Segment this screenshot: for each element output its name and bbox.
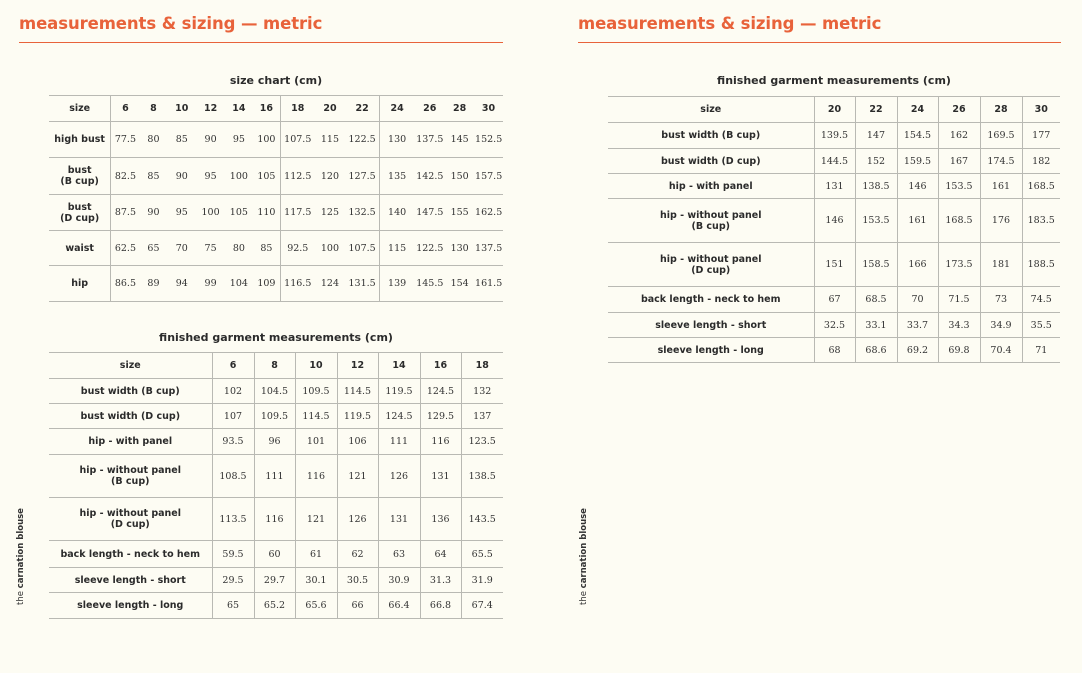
cell-value: 114.5 bbox=[337, 379, 378, 404]
header-size-label: size bbox=[49, 353, 212, 379]
row-label-line: waist bbox=[65, 242, 94, 254]
cell-value: 138.5 bbox=[855, 174, 897, 199]
row-label-line: hip - without panel bbox=[659, 209, 762, 221]
cell-value: 90 bbox=[196, 122, 225, 158]
size-header: 30 bbox=[1022, 97, 1060, 123]
table-row bbox=[49, 404, 503, 429]
row-label bbox=[608, 338, 814, 363]
cell-value: 173.5 bbox=[938, 243, 980, 287]
table-row bbox=[49, 568, 503, 593]
cell-value: 67 bbox=[814, 287, 855, 313]
row-label-line: bust width (B cup) bbox=[661, 130, 761, 141]
cell-value: 116 bbox=[254, 498, 295, 541]
cell-value: 106 bbox=[337, 429, 378, 455]
size-header: 22 bbox=[855, 97, 897, 123]
cell-value: 95 bbox=[225, 122, 253, 158]
size-header: 12 bbox=[196, 96, 225, 122]
cell-value: 107 bbox=[212, 404, 254, 429]
row-label bbox=[608, 174, 814, 199]
cell-value: 131.5 bbox=[345, 266, 379, 302]
row-label-line: sleeve length - long bbox=[77, 600, 184, 611]
cell-value: 65 bbox=[212, 593, 254, 619]
heading-rule bbox=[19, 42, 503, 43]
cell-value: 93.5 bbox=[212, 429, 254, 455]
cell-value: 100 bbox=[253, 122, 281, 158]
finished-title-right: finished garment measurements (cm) bbox=[717, 74, 951, 87]
cell-value: 150 bbox=[445, 158, 474, 195]
cell-value: 89 bbox=[140, 266, 168, 302]
header-size-label: size bbox=[49, 96, 111, 122]
table-row bbox=[608, 338, 1060, 363]
cell-value: 176 bbox=[980, 199, 1022, 243]
row-label-line: hip - without panel bbox=[79, 508, 182, 519]
cell-value: 66.4 bbox=[378, 593, 420, 619]
size-header: 30 bbox=[474, 96, 503, 122]
size-header: 18 bbox=[281, 96, 315, 122]
cell-value: 162 bbox=[938, 123, 980, 149]
cell-value: 31.9 bbox=[461, 568, 503, 593]
size-header: 26 bbox=[414, 96, 445, 122]
cell-value: 35.5 bbox=[1022, 313, 1060, 338]
cell-value: 59.5 bbox=[212, 541, 254, 568]
cell-value: 139.5 bbox=[814, 123, 855, 149]
row-label-line: (B cup) bbox=[111, 476, 150, 487]
cell-value: 67.4 bbox=[461, 593, 503, 619]
size-header: 8 bbox=[140, 96, 168, 122]
size-header: 22 bbox=[345, 96, 379, 122]
cell-value: 122.5 bbox=[345, 122, 379, 158]
table-row bbox=[608, 199, 1060, 243]
size-header: 24 bbox=[379, 96, 414, 122]
cell-value: 113.5 bbox=[212, 498, 254, 541]
size-header: 8 bbox=[254, 353, 295, 379]
cell-value: 137.5 bbox=[414, 122, 445, 158]
side-title-bold: carnation blouse bbox=[16, 508, 26, 589]
row-label-line: bust width (D cup) bbox=[80, 410, 181, 422]
table-row bbox=[49, 158, 503, 195]
cell-value: 123.5 bbox=[461, 429, 503, 455]
cell-value: 121 bbox=[337, 455, 378, 498]
row-label-line: sleeve length - long bbox=[657, 344, 764, 356]
right-page bbox=[541, 0, 1082, 673]
row-label-line: back length - neck to hem bbox=[60, 548, 201, 560]
row-label bbox=[49, 429, 212, 455]
cell-value: 169.5 bbox=[980, 123, 1022, 149]
cell-value: 129.5 bbox=[420, 404, 461, 429]
table-row bbox=[608, 243, 1060, 287]
row-label-line: sleeve length - short bbox=[74, 574, 186, 586]
cell-value: 102 bbox=[212, 379, 254, 404]
table-row bbox=[49, 266, 503, 302]
cell-value: 111 bbox=[378, 429, 420, 455]
row-label bbox=[608, 149, 814, 174]
table-row bbox=[49, 195, 503, 231]
cell-value: 31.3 bbox=[420, 568, 461, 593]
cell-value: 101 bbox=[295, 429, 337, 455]
cell-value: 127.5 bbox=[345, 158, 379, 195]
table-row bbox=[608, 149, 1060, 174]
cell-value: 139 bbox=[379, 266, 414, 302]
cell-value: 29.5 bbox=[212, 568, 254, 593]
size-header: 6 bbox=[212, 353, 254, 379]
cell-value: 65.6 bbox=[295, 593, 337, 619]
size-header: 16 bbox=[253, 96, 281, 122]
cell-value: 151 bbox=[814, 243, 855, 287]
cell-value: 71.5 bbox=[938, 287, 980, 313]
cell-value: 144.5 bbox=[814, 149, 855, 174]
cell-value: 77.5 bbox=[111, 122, 140, 158]
cell-value: 166 bbox=[897, 243, 938, 287]
cell-value: 154.5 bbox=[897, 123, 938, 149]
cell-value: 140 bbox=[379, 195, 414, 231]
cell-value: 182 bbox=[1022, 149, 1060, 174]
cell-value: 116 bbox=[295, 455, 337, 498]
cell-value: 34.9 bbox=[980, 313, 1022, 338]
size-chart-title: size chart (cm) bbox=[229, 74, 323, 87]
cell-value: 130 bbox=[445, 231, 474, 266]
cell-value: 142.5 bbox=[414, 158, 445, 195]
cell-value: 71 bbox=[1022, 338, 1060, 363]
cell-value: 68.5 bbox=[855, 287, 897, 313]
cell-value: 124.5 bbox=[378, 404, 420, 429]
row-label-line: sleeve length - short bbox=[655, 319, 767, 331]
page-heading: measurements & sizing — metric bbox=[578, 14, 882, 33]
cell-value: 131 bbox=[378, 498, 420, 541]
cell-value: 143.5 bbox=[461, 498, 503, 541]
row-label-line: (D cup) bbox=[60, 212, 100, 224]
side-title bbox=[16, 508, 26, 605]
table-row bbox=[49, 593, 503, 619]
cell-value: 137 bbox=[461, 404, 503, 429]
cell-value: 115 bbox=[315, 122, 346, 158]
cell-value: 66.8 bbox=[420, 593, 461, 619]
cell-value: 107.5 bbox=[345, 231, 379, 266]
cell-value: 99 bbox=[196, 266, 225, 302]
row-label-line: high bust bbox=[54, 134, 105, 145]
cell-value: 188.5 bbox=[1022, 243, 1060, 287]
table-row bbox=[49, 429, 503, 455]
table-row bbox=[49, 541, 503, 568]
cell-value: 120 bbox=[315, 158, 346, 195]
table-row bbox=[608, 313, 1060, 338]
row-label-line: bust bbox=[67, 201, 92, 213]
size-header: 24 bbox=[897, 97, 938, 123]
table-row bbox=[49, 498, 503, 541]
side-title bbox=[579, 508, 589, 605]
size-header: 10 bbox=[295, 353, 337, 379]
row-label bbox=[49, 379, 212, 404]
cell-value: 61 bbox=[295, 541, 337, 568]
cell-value: 124 bbox=[315, 266, 346, 302]
cell-value: 109 bbox=[253, 266, 281, 302]
row-label bbox=[49, 568, 212, 593]
cell-value: 159.5 bbox=[897, 149, 938, 174]
cell-value: 111 bbox=[254, 455, 295, 498]
cell-value: 30.9 bbox=[378, 568, 420, 593]
cell-value: 68 bbox=[814, 338, 855, 363]
cell-value: 115 bbox=[379, 231, 414, 266]
row-label bbox=[49, 593, 212, 619]
row-label bbox=[49, 231, 111, 266]
cell-value: 64 bbox=[420, 541, 461, 568]
cell-value: 161 bbox=[897, 199, 938, 243]
cell-value: 108.5 bbox=[212, 455, 254, 498]
cell-value: 92.5 bbox=[281, 231, 315, 266]
cell-value: 65 bbox=[140, 231, 168, 266]
cell-value: 161 bbox=[980, 174, 1022, 199]
cell-value: 85 bbox=[167, 122, 196, 158]
cell-value: 131 bbox=[420, 455, 461, 498]
row-label bbox=[49, 266, 111, 302]
row-label bbox=[608, 313, 814, 338]
page-heading: measurements & sizing — metric bbox=[19, 14, 323, 33]
size-header: 26 bbox=[938, 97, 980, 123]
cell-value: 161.5 bbox=[474, 266, 503, 302]
cell-value: 69.2 bbox=[897, 338, 938, 363]
cell-value: 29.7 bbox=[254, 568, 295, 593]
cell-value: 130 bbox=[379, 122, 414, 158]
cell-value: 168.5 bbox=[1022, 174, 1060, 199]
cell-value: 95 bbox=[196, 158, 225, 195]
row-label bbox=[608, 199, 814, 243]
cell-value: 62 bbox=[337, 541, 378, 568]
row-label bbox=[49, 158, 111, 195]
cell-value: 136 bbox=[420, 498, 461, 541]
cell-value: 116 bbox=[420, 429, 461, 455]
heading-rule bbox=[578, 42, 1061, 43]
cell-value: 174.5 bbox=[980, 149, 1022, 174]
cell-value: 69.8 bbox=[938, 338, 980, 363]
cell-value: 33.1 bbox=[855, 313, 897, 338]
cell-value: 125 bbox=[315, 195, 346, 231]
cell-value: 70.4 bbox=[980, 338, 1022, 363]
cell-value: 34.3 bbox=[938, 313, 980, 338]
size-chart-table bbox=[49, 95, 503, 302]
row-label bbox=[49, 122, 111, 158]
cell-value: 137.5 bbox=[474, 231, 503, 266]
cell-value: 114.5 bbox=[295, 404, 337, 429]
cell-value: 86.5 bbox=[111, 266, 140, 302]
size-header: 20 bbox=[315, 96, 346, 122]
table-row bbox=[608, 287, 1060, 313]
cell-value: 85 bbox=[140, 158, 168, 195]
cell-value: 109.5 bbox=[295, 379, 337, 404]
cell-value: 90 bbox=[167, 158, 196, 195]
cell-value: 75 bbox=[196, 231, 225, 266]
cell-value: 135 bbox=[379, 158, 414, 195]
size-header: 12 bbox=[337, 353, 378, 379]
cell-value: 109.5 bbox=[254, 404, 295, 429]
cell-value: 100 bbox=[315, 231, 346, 266]
cell-value: 33.7 bbox=[897, 313, 938, 338]
table-row bbox=[608, 123, 1060, 149]
table-row bbox=[49, 231, 503, 266]
size-header: 14 bbox=[225, 96, 253, 122]
cell-value: 32.5 bbox=[814, 313, 855, 338]
row-label bbox=[49, 541, 212, 568]
cell-value: 122.5 bbox=[414, 231, 445, 266]
cell-value: 167 bbox=[938, 149, 980, 174]
cell-value: 70 bbox=[167, 231, 196, 266]
size-header: 28 bbox=[445, 96, 474, 122]
row-label-line: (D cup) bbox=[691, 264, 731, 276]
cell-value: 145.5 bbox=[414, 266, 445, 302]
cell-value: 112.5 bbox=[281, 158, 315, 195]
cell-value: 87.5 bbox=[111, 195, 140, 231]
cell-value: 110 bbox=[253, 195, 281, 231]
size-header: 16 bbox=[420, 353, 461, 379]
row-label bbox=[49, 455, 212, 498]
size-header: 20 bbox=[814, 97, 855, 123]
cell-value: 62.5 bbox=[111, 231, 140, 266]
cell-value: 107.5 bbox=[281, 122, 315, 158]
finished-table-right bbox=[608, 96, 1060, 363]
cell-value: 138.5 bbox=[461, 455, 503, 498]
size-header: 14 bbox=[378, 353, 420, 379]
cell-value: 168.5 bbox=[938, 199, 980, 243]
row-label bbox=[608, 243, 814, 287]
cell-value: 153.5 bbox=[855, 199, 897, 243]
cell-value: 146 bbox=[814, 199, 855, 243]
finished-table-left bbox=[49, 352, 503, 619]
cell-value: 121 bbox=[295, 498, 337, 541]
cell-value: 119.5 bbox=[337, 404, 378, 429]
row-label-line: hip - without panel bbox=[659, 253, 762, 265]
cell-value: 117.5 bbox=[281, 195, 315, 231]
cell-value: 105 bbox=[225, 195, 253, 231]
cell-value: 104.5 bbox=[254, 379, 295, 404]
cell-value: 153.5 bbox=[938, 174, 980, 199]
cell-value: 155 bbox=[445, 195, 474, 231]
row-label-line: bust width (D cup) bbox=[660, 155, 761, 167]
size-header: 18 bbox=[461, 353, 503, 379]
row-label-line: (B cup) bbox=[691, 220, 730, 232]
table-row bbox=[49, 122, 503, 158]
row-label-line: hip - with panel bbox=[88, 436, 173, 447]
cell-value: 74.5 bbox=[1022, 287, 1060, 313]
cell-value: 85 bbox=[253, 231, 281, 266]
cell-value: 126 bbox=[378, 455, 420, 498]
cell-value: 96 bbox=[254, 429, 295, 455]
row-label-line: back length - neck to hem bbox=[640, 294, 781, 305]
row-label bbox=[608, 287, 814, 313]
cell-value: 181 bbox=[980, 243, 1022, 287]
finished-title-left: finished garment measurements (cm) bbox=[159, 331, 393, 344]
cell-value: 147.5 bbox=[414, 195, 445, 231]
table-row bbox=[608, 174, 1060, 199]
cell-value: 100 bbox=[196, 195, 225, 231]
table-row bbox=[49, 379, 503, 404]
cell-value: 124.5 bbox=[420, 379, 461, 404]
cell-value: 63 bbox=[378, 541, 420, 568]
cell-value: 73 bbox=[980, 287, 1022, 313]
cell-value: 65.5 bbox=[461, 541, 503, 568]
row-label bbox=[49, 195, 111, 231]
cell-value: 66 bbox=[337, 593, 378, 619]
cell-value: 116.5 bbox=[281, 266, 315, 302]
cell-value: 146 bbox=[897, 174, 938, 199]
cell-value: 147 bbox=[855, 123, 897, 149]
cell-value: 157.5 bbox=[474, 158, 503, 195]
cell-value: 154 bbox=[445, 266, 474, 302]
cell-value: 30.1 bbox=[295, 568, 337, 593]
row-label bbox=[608, 123, 814, 149]
row-label-line: hip - without panel bbox=[79, 465, 182, 476]
cell-value: 145 bbox=[445, 122, 474, 158]
size-header: 6 bbox=[111, 96, 140, 122]
cell-value: 65.2 bbox=[254, 593, 295, 619]
cell-value: 132 bbox=[461, 379, 503, 404]
row-label-line: bust width (B cup) bbox=[80, 385, 180, 397]
side-title-pre: the bbox=[16, 591, 26, 605]
cell-value: 131 bbox=[814, 174, 855, 199]
row-label-line: (B cup) bbox=[60, 176, 99, 187]
cell-value: 90 bbox=[140, 195, 168, 231]
cell-value: 119.5 bbox=[378, 379, 420, 404]
cell-value: 95 bbox=[167, 195, 196, 231]
cell-value: 152 bbox=[855, 149, 897, 174]
cell-value: 100 bbox=[225, 158, 253, 195]
cell-value: 80 bbox=[140, 122, 168, 158]
row-label-line: hip bbox=[71, 278, 89, 289]
cell-value: 94 bbox=[167, 266, 196, 302]
cell-value: 82.5 bbox=[111, 158, 140, 195]
row-label-line: hip - with panel bbox=[668, 180, 753, 192]
cell-value: 162.5 bbox=[474, 195, 503, 231]
cell-value: 158.5 bbox=[855, 243, 897, 287]
cell-value: 177 bbox=[1022, 123, 1060, 149]
row-label-line: (D cup) bbox=[110, 519, 150, 530]
cell-value: 30.5 bbox=[337, 568, 378, 593]
table-row bbox=[49, 455, 503, 498]
row-label bbox=[49, 498, 212, 541]
cell-value: 152.5 bbox=[474, 122, 503, 158]
cell-value: 68.6 bbox=[855, 338, 897, 363]
cell-value: 60 bbox=[254, 541, 295, 568]
cell-value: 80 bbox=[225, 231, 253, 266]
cell-value: 104 bbox=[225, 266, 253, 302]
row-label-line: bust bbox=[67, 165, 92, 176]
row-label bbox=[49, 404, 212, 429]
cell-value: 105 bbox=[253, 158, 281, 195]
size-header: 28 bbox=[980, 97, 1022, 123]
header-size-label: size bbox=[608, 97, 814, 123]
side-title-bold: carnation blouse bbox=[579, 508, 589, 589]
size-header: 10 bbox=[167, 96, 196, 122]
cell-value: 126 bbox=[337, 498, 378, 541]
cell-value: 132.5 bbox=[345, 195, 379, 231]
cell-value: 183.5 bbox=[1022, 199, 1060, 243]
side-title-pre: the bbox=[579, 591, 589, 605]
cell-value: 70 bbox=[897, 287, 938, 313]
